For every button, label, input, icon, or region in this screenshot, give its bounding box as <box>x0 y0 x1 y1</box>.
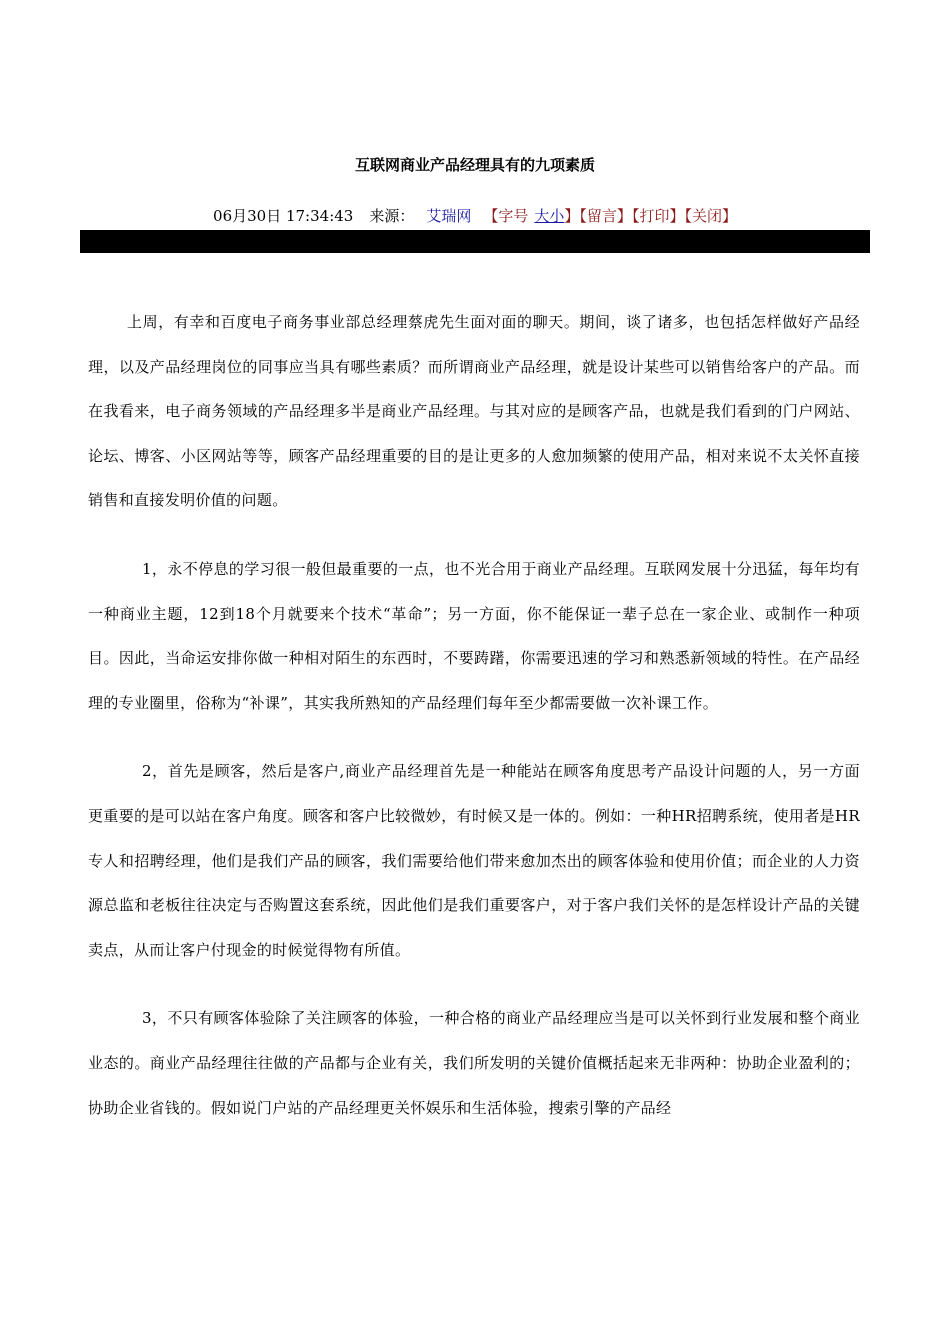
article-title: 互联网商业产品经理具有的九项素质 <box>354 156 595 174</box>
article-body <box>88 300 860 1154</box>
font-size-link[interactable]: 大小 <box>534 207 565 225</box>
paragraph-2: 2，首先是顾客，然后是客户,商业产品经理首先是一种能站在顾客角度思考产品设计问题的人，另一方面更重要的是可以站在客户角度。顾客和客户比较微妙，有时候又是一体的。例如：一种HR招聘系统，使用者是HR专人和招聘经理，他们是我们产品的顾客，我们需要给他们带来愈加杰出的顾客体验和使用价值；而企业的人力资源总监和老板往往决定与否购置这套系统，因此他们是我们重要客户，对于客户我们关怀的是怎样设计产品的关键卖点，从而让客户付现金的时候觉得物有所值。 <box>88 762 860 959</box>
print-link[interactable]: 【打印】 <box>631 207 685 225</box>
comment-link[interactable]: 【留言】 <box>579 207 632 225</box>
source-link[interactable]: 艾瑞网 <box>426 207 472 225</box>
article-meta <box>0 204 950 228</box>
paragraph-1: 1，永不停息的学习很一般但最重要的一点，也不光合用于商业产品经理。互联网发展十分迅猛，每年均有一种商业主题，12到18个月就要来个技术“革命”；另一方面，你不能保证一辈子总在一家企业、或制作一种项目。因此，当命运安排你做一种相对陌生的东西时，不要踌躇，你需要迅速的学习和熟悉新领域的特性。在产品经理的专业圈里，俗称为“补课”，其实我所熟知的产品经理们每年至少都需要做一次补课工作。 <box>88 559 860 712</box>
publish-datetime: 06月30日 17:34:43 <box>213 207 354 225</box>
font-size-close: 】 <box>564 207 580 225</box>
paragraph-intro: 上周，有幸和百度电子商务事业部总经理蔡虎先生面对面的聊天。期间，谈了诸多，也包括怎样做好产品经理，以及产品经理岗位的同事应当具有哪些素质？而所谓商业产品经理，就是设计某些可以销售给客户的产品。而在我看来，电子商务领域的产品经理多半是商业产品经理。与其对应的是顾客产品，也就是我们看到的门户网站、论坛、博客、小区网站等等，顾客产品经理重要的目的是让更多的人愈加频繁的使用产品，相对来说不太关怀直接销售和直接发明价值的问题。 <box>88 313 860 510</box>
header-divider-bar <box>80 230 870 253</box>
paragraph-3: 3，不只有顾客体验除了关注顾客的体验，一种合格的商业产品经理应当是可以关怀到行业发展和整个商业业态的。商业产品经理往往做的产品都与企业有关，我们所发明的关键价值概括起来无非两种：协助企业盈利的；协助企业省钱的。假如说门户站的产品经理更关怀娱乐和生活体验，搜索引擎的产品经 <box>88 1009 860 1117</box>
close-link[interactable]: 【关闭】 <box>684 207 737 225</box>
source-label: 来源： <box>369 207 415 225</box>
font-size-open: 【字号 <box>483 207 529 225</box>
